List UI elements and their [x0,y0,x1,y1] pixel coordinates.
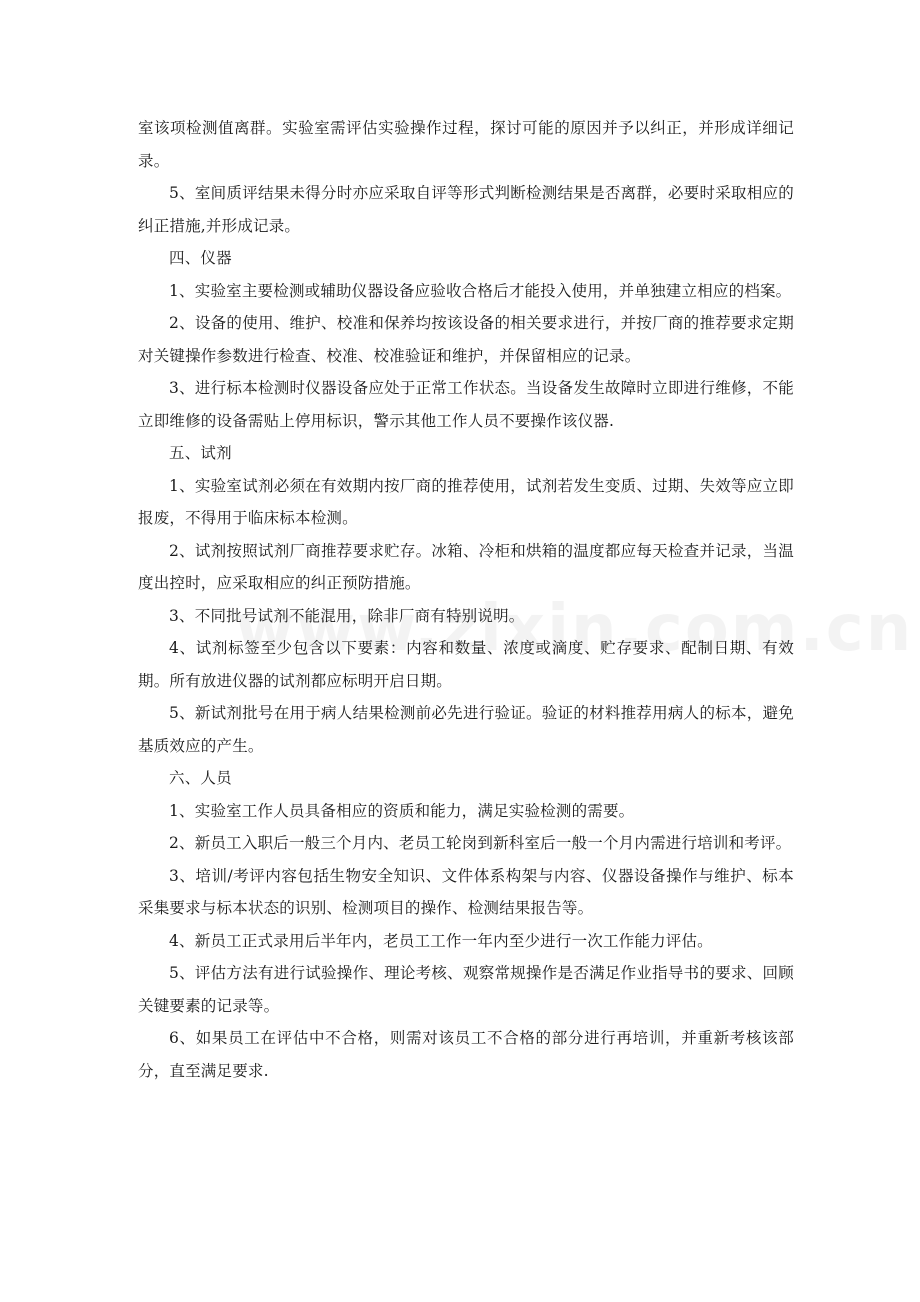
paragraph: 5、评估方法有进行试验操作、理论考核、观察常规操作是否满足作业指导书的要求、回顾关键要素的记录等。 [138,964,794,1015]
paragraph: 3、进行标本检测时仪器设备应处于正常工作状态。当设备发生故障时立即进行维修，不能立即维修的设备需贴上停用标识，警示其他工作人员不要操作该仪器. [138,379,794,430]
paragraph: 2、新员工入职后一般三个月内、老员工轮岗到新科室后一般一个月内需进行培训和考评。 [169,834,792,852]
document-page [138,112,794,1087]
paragraph: 2、试剂按照试剂厂商推荐要求贮存。冰箱、冷柜和烘箱的温度都应每天检查并记录，当温度出控时，应采取相应的纠正预防措施。 [138,541,794,592]
paragraph: 5、新试剂批号在用于病人结果检测前必先进行验证。验证的材料推荐用病人的标本，避免基质效应的产生。 [138,704,794,755]
paragraph: 1、实验室主要检测或辅助仪器设备应验收合格后才能投入使用，并单独建立相应的档案。 [169,281,792,300]
section-heading: 四、仪器 [169,249,232,267]
paragraph: 4、试剂标签至少包含以下要素：内容和数量、浓度或滴度、贮存要求、配制日期、有效期。所有放进仪器的试剂都应标明开启日期。 [138,639,794,690]
section-heading: 六、人员 [169,769,232,787]
paragraph: 1、实验室工作人员具备相应的资质和能力，满足实验检测的需要。 [169,801,635,820]
paragraph: 4、新员工正式录用后半年内，老员工工作一年内至少进行一次工作能力评估。 [169,931,713,950]
paragraph: 室该项检测值离群。实验室需评估实验操作过程，探讨可能的原因并予以纠正，并形成详细记录。 [138,119,794,170]
section-heading: 五、试剂 [169,444,232,462]
paragraph: 5、室间质评结果未得分时亦应采取自评等形式判断检测结果是否离群，必要时采取相应的纠正措施,并形成记录。 [138,184,794,235]
paragraph: 6、如果员工在评估中不合格，则需对该员工不合格的部分进行再培训，并重新考核该部分，直至满足要求. [138,1029,794,1080]
paragraph: 3、不同批号试剂不能混用，除非厂商有特别说明。 [169,606,525,625]
paragraph: 2、设备的使用、维护、校准和保养均按该设备的相关要求进行，并按厂商的推荐要求定期对关键操作参数进行检查、校准、校准验证和维护，并保留相应的记录。 [138,314,794,365]
paragraph: 3、培训/考评内容包括生物安全知识、文件体系构架与内容、仪器设备操作与维护、标本采集要求与标本状态的识别、检测项目的操作、检测结果报告等。 [138,866,794,917]
paragraph: 1、实验室试剂必须在有效期内按厂商的推荐使用，试剂若发生变质、过期、失效等应立即报废，不得用于临床标本检测。 [138,476,794,527]
